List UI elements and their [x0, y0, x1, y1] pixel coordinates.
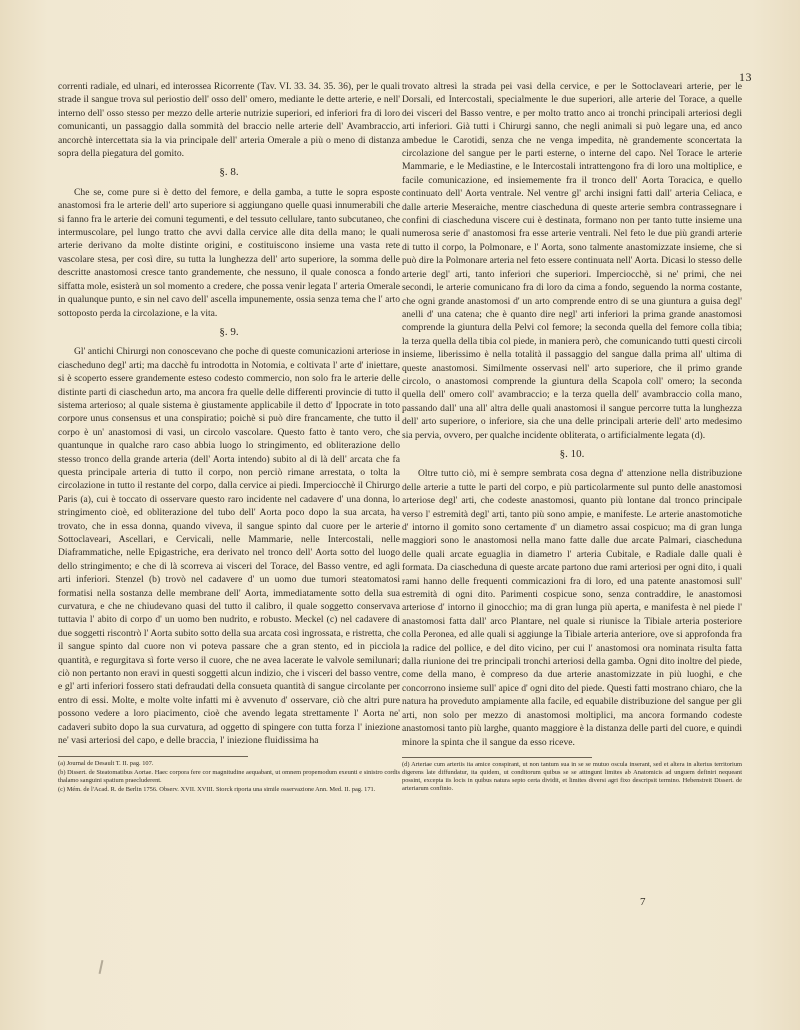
- right-column: [402, 80, 742, 794]
- paragraph-section-10: Oltre tutto ciò, mi è sempre sembrata cosa degna d' attenzione nella distribuzione delle arterie a tutte le parti del corpo, e più particolarmente sul punto delle anastomosi arteriose degl' arti, che codeste anastomosi, quanto più lontane dal tronco principale verso l' estremità degl' arti, tanto più sono ampie, e manifeste. Le arterie anastomotiche d' intorno il gomito sono certamente d' un diametro assai cospicuo; ma di gran lunga maggiori sono le anastomosi nella mano fatte dalle due arcate Palmari, ciascheduna delle quali arcate eguaglia in diametro l' arteria Cubitale, e Radiale dalle quali è formata. Da ciascheduna di queste arcate partono due rami arteriosi per ogni dito, i quali rami hanno delle frequenti commicazioni fra di loro, ed una patente anastomosi sull' estremità di ogni dito. Parimenti cospicue sono, senza contraddire, le anastomosi arteriose d' intorno il ginocchio; ma di gran lunga più aperta, e manifesta è nel piede l' anastomosi fatta dall' arco Plantare, nel quale si riunisce la Tibiale arteria posteriore colla Peronea, ed alle quali si aggiunge la Tibiale arteria anteriore, ove si approfonda fra la radice del pollice, e del dito vicino, per cui l' anastomosi ora nominata risulta fatta dalla riunione dei tre principali tronchi arteriosi della gamba. Ogni dito inoltre del piede, come della mano, è compreso da due arterie anastomizzate in più luoghi, e che concorrono insieme sull' apice d' ogni dito del piede. Questi fatti mostrano chiaro, che la natura ha proveduto ampiamente alla facile, ed equabile distribuzione del sangue per gli arti, non solo per mezzo di anastomosi moltiplici, ma ancora formando codeste anastomosi tanto più larghe, quanto maggiore è la distanza delle parti del cuore, e quindi minore la spinta che il sangue da esso riceve.: [402, 468, 742, 748]
- section-heading-9: §. 9.: [219, 325, 239, 338]
- paragraph-section-9: Gl' antichi Chirurgi non conoscevano che poche di queste comunicazioni arteriose in ciascheduno degl' arti; ma dacchè fu introdotta in Notomia, e coltivata l' arte d' iniettare, si è scoperto essere grandemente esteso codesto commercio, non solo fra le arterie delle distinte parti di ciaschedun arto, ma ancora fra quelle delle differenti provincie di tutto il sistema arterioso; al quale sistema è giustamente applicabile il detto d' Ippocrate in toto corpore unus consensus et una conspiratio; poichè si può dire francamente, che tutto il corpo è un' anastomosi di vasi, un circolo vascolare. Questo fatto è tanto vero, che quantunque in qualche raro caso abbia luogo lo stringimento, ed obliterazione dello stesso tronco della grande arteria (dell' Aorta intendo) subito al di là dell' arcata che fa questa principale arteria di tutto il corpo, non perciò rimane arrestata, o tolta la circolazione in tutto il restante del corpo, dalla cervice ai piedi. Imperciocchè il Chirurgo Paris (a), cui è toccato di osservare questo raro incidente nel cadavere d' una donna, lo stringimento cioè, ed obliterazione del tubo dell' Aorta poco dopo la sua arcata, ha trovato, che in essa donna, quando viveva, il sangue spinto dal cuore per le arterie Sottoclaveari, Ascellari, e Cervicali, nelle Mammarie, nelle Intercostali, nelle Diaframmatiche, nelle Epigastriche, era derivato nel tronco dell' Aorta sotto del luogo dello stringimento; e che di là scorreva ai visceri del Torace, del Basso ventre, ed agli arti inferiori. Stenzel (b) trovò nel cadavere d' un uomo due tumori steatomatosi formatisi nella sostanza delle membrane dell' Aorta, immediatamente sotto della sua curvatura, e che ne chiudevano quasi del tutto il calibro, il quale soggetto conservava tuttavia l' abito di corpo d' un uomo ben nudrito, e robusto. Meckel (c) nel cadavere di due soggetti riscontrò l' Aorta subito sotto della sua arcata così ingrossata, e ristretta, che il sangue spinto dal cuore non vi poteva passare che a gran stento, ed in picciola quantità, e regurgitava sì forte verso il cuore, che ne avea lacerate le valvole semilunari; ciò non pertanto non eravi in questi soggetti alcun indizio, che i visceri del basso ventre, e gl' arti inferiori fossero stati defraudati della consueta quantità di sangue circolante per entro di essi. Molte, e molte volte infatti mi è avvenuto d' osservare, ciò che altri pure possono vedere a loro piacimento, cioè che avendo legata strettamente l' Aorta ne' cadaveri subito dopo la sua curvatura, ad oggetto di spingere con tutta forza l' iniezione ne' vasi arteriosi del capo, e delle braccia, l' iniezione fluidissima ha: [58, 346, 400, 747]
- footnote-b: (b) Dissert. de Steatomatibus Aortae. Haec corpora fere cor magnitudine aequabant, ut omnem propemodum exeunti e sinistro cordis thalamo sanguini spatium praecluderent.: [58, 768, 400, 784]
- paragraph-continuation: correnti radiale, ed ulnari, ed interossea Ricorrente (Tav. VI. 33. 34. 35. 36), per le quali strade il sangue trova sul periostio dell' osso dell' omero, mediante le dette arterie, e nell' interno dell' osso stesso per mezzo delle arterie nutrizie superiori, ed inferiori fra di loro comunicanti, un passaggio dalla sommità del braccio nelle arterie dell' Avambraccio, ancorchè intercettata sia la via principale dell' arteria Omerale a più o meno di distanza sopra della piegatura del gomito.: [58, 81, 400, 160]
- footnote-rule: [58, 756, 248, 757]
- page-number: 13: [739, 70, 752, 84]
- paragraph-section-8: Che se, come pure si è detto del femore, e della gamba, a tutte le sopra esposte anastomosi fra le arterie dell' arto superiore si aggiungano quelle quasi innumerabili che si fanno fra le arterie dei comuni tegumenti, e del tessuto cellulare, tanto subcutaneo, che intermuscolare, pel lungo tratto che avvi dalla cervice alle dita della mano; le quali arterie derivano da molte distinte origini, e costituiscono insieme una vasta rete vascolare stesa, per così dire, su tutta la lunghezza dell' arto superiore, la somma delle descritte anastomosi cresce tanto grandemente, che nessuno, il quale conosca a fondo siffatta mole, esisterà un sol momento a credere, che possa venir legata l' arteria Omerale in qualunque punto, e sin nel cavo dell' ascella impunemente, ossia senza tema che l' arto sottoposto perda la circolazione, e la vita.: [58, 186, 400, 319]
- footnote-c: (c) Mém. de l'Acad. R. de Berlin 1756. Observ. XVII. XVIII. Storck riporta una simile osservazione Ann. Med. II. pag. 171.: [58, 785, 376, 793]
- footnote-d: (d) Arteriae cum arteriis ita amice conspirant, ut non tantum sua in se se mutuo oscula inserant, sed et altera in alterius territorium digerens late diffundatur, ita quidem, ut conditorum quibus se se attingunt limites ab Anatomicis ad unguem definiri nequeant possint, excepta iis locis in quibus natura septo certa dividit, et limites diversi agri fixo descripsit termino. Hebenstreit Dissert. de arteriarum confinio.: [402, 760, 742, 792]
- left-column: [58, 80, 400, 795]
- ink-smudge: [99, 960, 104, 974]
- paragraph-continued: trovato altresì la strada pei vasi della cervice, e per le Sottoclaveari arterie, per le Dorsali, ed Intercostali, specialmente le due superiori, alle arterie del Torace, a quelle dei visceri del Basso ventre, e per molto tratto anco ai tronchi principali arteriosi degli arti inferiori. Già tutti i Chirurgi sanno, che negli animali si può legare una, ed anco ambedue le Carotidi, senza che ne venga impedita, nè grandemente sconcertata la circolazione del sangue per le parti esterne, o interne del capo. Nel Torace le arterie Mammarie, e le Mediastine, e le Intercostali intrattengono fra di loro una moltiplice, e facile comunicazione, ed insiememente fra il tronco dell' Aorta Toracica, e quello continuato dell' Aorta ventrale. Nel ventre gl' archi insigni fatti dall' arteria Celiaca, e dalle arterie Meseraiche, mentre ciascheduna di queste arterie sembra contrassegnare i confini di ciascheduna viscere cui è destinata, formano non per tanto tutte insieme una numerosa serie d' anastomosi fra esse arterie ventrali. Nel feto le due più grandi arterie di tutto il corpo, la Polmonare, e l' Aorta, sono talmente anastomizzate insieme, che si può dire la Polmonare arteria nel feto essere continuata nell' Aorta. Dicasi lo stesso delle arterie degl' arti, tanto inferiori che superiori. Imperciocchè, si ne' primi, che nei secondi, le arterie comunicano fra di loro da cima a fondo, seguendo la norma costante, che ogni grande anastomosi d' un arto comprende entro di se una giuntura a guisa degl' anelli d' una catena; che è quanto dire negl' arti inferiori la prima grande anastomosi comprende la giuntura della Pelvi col femore; la seconda quella del femore colla tibia; la terza quella della tibia col piede, in maniera però, che comunicando tutti questi circoli insieme, liberissimo è nella totalità il passaggio del sangue dalla prima all' ultima di queste anastomosi. Similmente osservasi nell' arto superiore, che il primo grande circolo, o anastomosi comprende la giuntura della Scapola coll' omero; la seconda quella dell' omero coll' avambraccio; e la terza quella dell' avambraccio colla mano, passando dall' una all' altra delle quali anastomosi il sangue percorre tutta la lunghezza dell' arto superiore, o inferiore, sia che una delle principali arterie dell' arto medesimo sia pervia, ovvero, per qualche incidente obliterata, o artificialmente legata (d).: [402, 81, 742, 441]
- footnote-a: (a) Journal de Desault T. II. pag. 107.: [58, 759, 154, 767]
- signature-mark: 7: [640, 896, 646, 908]
- section-heading-10: §. 10.: [559, 447, 585, 460]
- section-heading-8: §. 8.: [219, 166, 239, 179]
- footnote-rule: [402, 757, 592, 758]
